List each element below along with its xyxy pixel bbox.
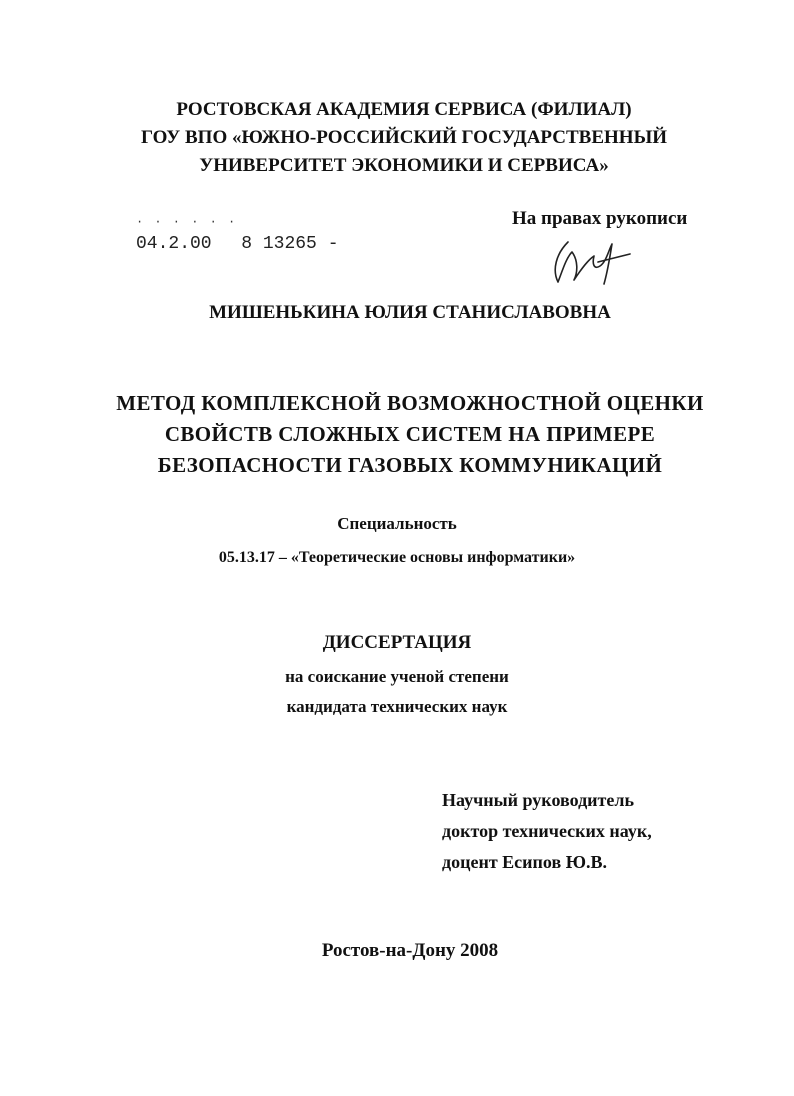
degree-info bbox=[0, 662, 794, 722]
degree-line: кандидата технических наук bbox=[286, 697, 508, 716]
advisor-line: доктор технических наук, bbox=[442, 821, 652, 841]
title-line: БЕЗОПАСНОСТИ ГАЗОВЫХ КОММУНИКАЦИЙ bbox=[157, 453, 663, 477]
advisor-line: Научный руководитель bbox=[442, 790, 634, 810]
degree-line: на соискание ученой степени bbox=[285, 667, 509, 686]
title-line: СВОЙСТВ СЛОЖНЫХ СИСТЕМ НА ПРИМЕРЕ bbox=[164, 422, 656, 446]
city-year: Ростов-на-Дону 2008 bbox=[321, 940, 499, 961]
dissertation-heading: ДИССЕРТАЦИЯ bbox=[322, 632, 472, 653]
stamp-date: 04.2.00 bbox=[136, 234, 212, 254]
institution-line: ГОУ ВПО «ЮЖНО-РОССИЙСКИЙ ГОСУДАРСТВЕННЫЙ bbox=[140, 127, 668, 148]
specialty-value: 05.13.17 – «Теоретические основы информатики» bbox=[218, 549, 576, 566]
stamp-dash: - bbox=[327, 234, 339, 254]
stamp-dots: · · · · · · bbox=[136, 215, 238, 229]
specialty-label: Специальность bbox=[337, 514, 457, 533]
library-stamp bbox=[136, 234, 339, 254]
advisor-block bbox=[442, 785, 652, 878]
author-name: МИШЕНЬКИНА ЮЛИЯ СТАНИСЛАВОВНА bbox=[209, 302, 611, 323]
institution-block bbox=[0, 96, 794, 180]
advisor-line: доцент Есипов Ю.В. bbox=[442, 852, 607, 872]
rights-notice: На правах рукописи bbox=[512, 208, 688, 229]
dissertation-title bbox=[0, 388, 794, 481]
institution-line: РОСТОВСКАЯ АКАДЕМИЯ СЕРВИСА (ФИЛИАЛ) bbox=[176, 99, 632, 120]
title-line: МЕТОД КОМПЛЕКСНОЙ ВОЗМОЖНОСТНОЙ ОЦЕНКИ bbox=[116, 391, 704, 415]
signature-icon bbox=[548, 232, 634, 288]
stamp-number: 8 13265 bbox=[241, 234, 317, 254]
institution-line: УНИВЕРСИТЕТ ЭКОНОМИКИ И СЕРВИСА» bbox=[199, 155, 609, 176]
